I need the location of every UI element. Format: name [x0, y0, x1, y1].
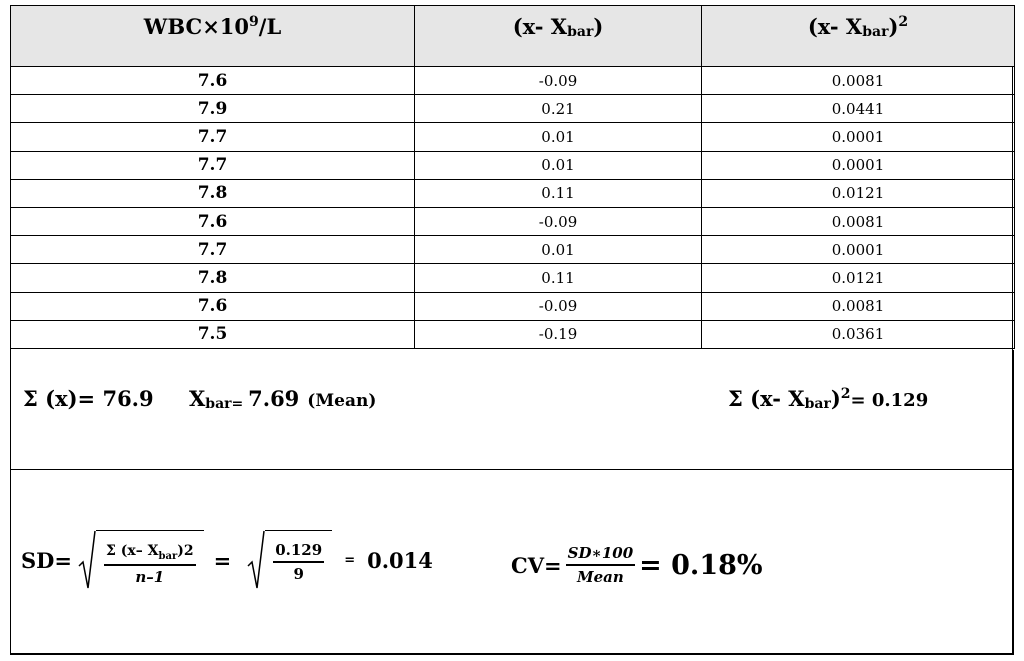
wbc-cell: 7.9: [11, 95, 415, 123]
squared-cell: 0.0121: [702, 264, 1015, 292]
squared-cell: 0.0361: [702, 320, 1015, 348]
calculation-section: [10, 469, 1014, 655]
squared-cell: 0.0001: [702, 236, 1015, 264]
deviation-cell: -0.19: [415, 320, 702, 348]
sd-fraction: $\frac{\Sigma (x- X_{bar})2}{n-1}$: [105, 543, 194, 586]
table-row: [11, 207, 1015, 235]
deviation-cell: 0.11: [415, 264, 702, 292]
deviation-cell: 0.01: [415, 151, 702, 179]
header-deviation: (x- $X_{bar}$): [415, 6, 702, 67]
table-row: [11, 123, 1015, 151]
wbc-cell: 7.6: [11, 292, 415, 320]
wbc-cell: 7.7: [11, 151, 415, 179]
sd-formula: SD= $\frac{\Sigma (x- X_{bar})2}{n-1}$ = $\frac{0.129}{9}$ = 0.014: [21, 530, 433, 590]
squared-cell: 0.0081: [702, 207, 1015, 235]
squared-cell: 0.0081: [702, 292, 1015, 320]
sum-x: Σ (x)= 76.9: [23, 386, 154, 411]
table-row: [11, 264, 1015, 292]
deviation-cell: -0.09: [415, 207, 702, 235]
mean-note: (Mean): [307, 391, 377, 411]
summary-section: [10, 350, 1014, 470]
wbc-table: [10, 5, 1015, 349]
sum-squares: Σ (x- $X_{bar})^2= 0.129$: [728, 386, 929, 412]
squared-cell: 0.0441: [702, 95, 1015, 123]
squared-cell: 0.0001: [702, 123, 1015, 151]
deviation-cell: -0.09: [415, 67, 702, 95]
wbc-cell: 7.6: [11, 67, 415, 95]
cv-value: = 0.18%: [639, 549, 763, 581]
deviation-cell: 0.01: [415, 236, 702, 264]
deviation-cell: 0.11: [415, 179, 702, 207]
table-row: [11, 95, 1015, 123]
wbc-cell: 7.7: [11, 123, 415, 151]
wbc-cell: 7.7: [11, 236, 415, 264]
header-deviation-squared: (x- $X_{bar})^2$: [702, 6, 1015, 67]
table-row: [11, 236, 1015, 264]
table-row: [11, 67, 1015, 95]
table-row: [11, 292, 1015, 320]
table-row: [11, 179, 1015, 207]
cv-fraction: $\frac{SD∗100}{\text{Mean}}$: [567, 544, 634, 586]
sqrt-symbol-2: [247, 530, 332, 590]
header-wbc: $WBC\times 10^9/L$: [11, 6, 415, 67]
wbc-cell: 7.5: [11, 320, 415, 348]
header-row: [11, 6, 1015, 67]
cv-formula: [511, 544, 763, 586]
sqrt-symbol: [78, 530, 204, 590]
cv-label: CV=: [511, 552, 562, 578]
wbc-cell: 7.8: [11, 179, 415, 207]
sd-value: 0.014: [367, 547, 433, 573]
sd-label: SD=: [21, 547, 72, 573]
deviation-cell: 0.01: [415, 123, 702, 151]
wbc-cell: 7.8: [11, 264, 415, 292]
squared-cell: 0.0001: [702, 151, 1015, 179]
sd-fraction-values: $\frac{0.129}{9}$: [275, 541, 323, 583]
mean-value: $X_{bar=}$ 7.69 (Mean): [189, 386, 377, 412]
squared-cell: 0.0121: [702, 179, 1015, 207]
squared-cell: 0.0081: [702, 67, 1015, 95]
table-row: [11, 320, 1015, 348]
table-row: [11, 151, 1015, 179]
wbc-cell: 7.6: [11, 207, 415, 235]
deviation-cell: -0.09: [415, 292, 702, 320]
deviation-cell: 0.21: [415, 95, 702, 123]
